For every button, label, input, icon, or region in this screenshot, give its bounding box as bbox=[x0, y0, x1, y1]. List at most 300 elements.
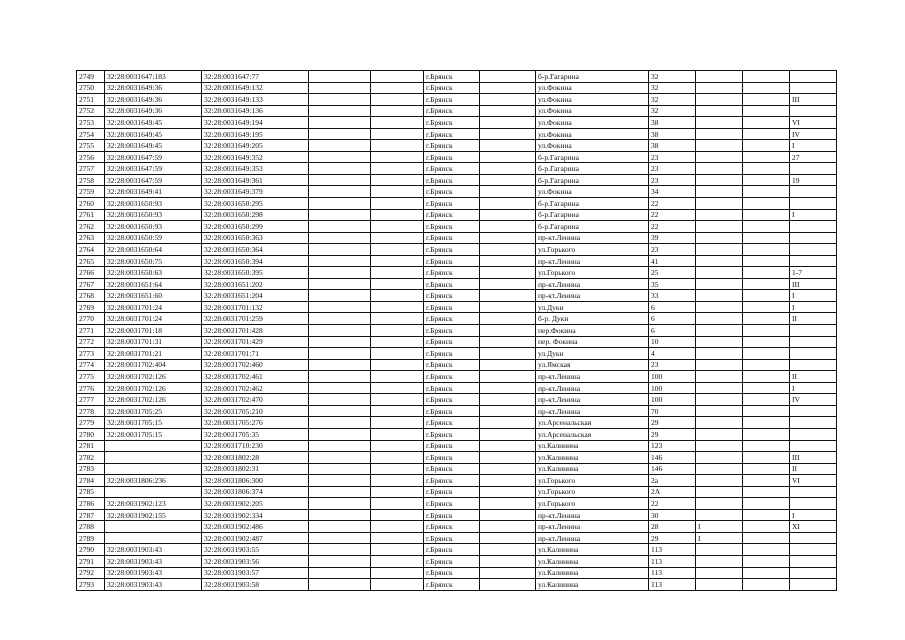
cell-num: 2788 bbox=[77, 521, 105, 533]
cell-sub: I bbox=[696, 532, 743, 544]
cell-e3 bbox=[480, 521, 536, 533]
cell-cad2: 32:28:0031705:35 bbox=[202, 428, 309, 440]
cell-cad2: 32:28:0031649:132 bbox=[202, 82, 309, 94]
cell-cad1: 32:28:0031647:59 bbox=[105, 174, 202, 186]
cell-e2 bbox=[371, 521, 424, 533]
cell-street: ул.Калинина bbox=[536, 544, 649, 556]
cell-e1 bbox=[309, 163, 371, 175]
cell-cad2: 32:28:0031710:230 bbox=[202, 440, 309, 452]
cell-num: 2793 bbox=[77, 579, 105, 591]
cell-sub bbox=[696, 94, 743, 106]
cell-num: 2757 bbox=[77, 163, 105, 175]
cell-num: 2777 bbox=[77, 394, 105, 406]
cell-sub bbox=[696, 209, 743, 221]
cell-e2 bbox=[371, 382, 424, 394]
table-row bbox=[77, 532, 837, 544]
table-row bbox=[77, 382, 837, 394]
table-row bbox=[77, 244, 837, 256]
cell-cad2: 32:28:0031649:379 bbox=[202, 186, 309, 198]
cell-house: 39 bbox=[649, 232, 696, 244]
cell-house: 4 bbox=[649, 348, 696, 360]
cell-cad2: 32:28:0031649:136 bbox=[202, 105, 309, 117]
cell-e4 bbox=[743, 463, 790, 475]
cell-cad1: 32:28:0031649:41 bbox=[105, 186, 202, 198]
cell-e3 bbox=[480, 359, 536, 371]
cell-cad1: 32:28:0031647:183 bbox=[105, 71, 202, 83]
cell-e1 bbox=[309, 498, 371, 510]
cell-e1 bbox=[309, 567, 371, 579]
cell-e1 bbox=[309, 325, 371, 337]
cell-house: 38 bbox=[649, 117, 696, 129]
cell-cad1: 32:28:0031651:64 bbox=[105, 278, 202, 290]
cell-city: г.Брянск bbox=[424, 509, 480, 521]
cell-unit: I bbox=[790, 509, 837, 521]
cell-cad1: 32:28:0031701:24 bbox=[105, 301, 202, 313]
cell-cad2: 32:28:0031649:194 bbox=[202, 117, 309, 129]
cell-cad2: 32:28:0031702:470 bbox=[202, 394, 309, 406]
cell-sub bbox=[696, 255, 743, 267]
cell-e2 bbox=[371, 278, 424, 290]
cell-street: ул.Калинина bbox=[536, 440, 649, 452]
table-row bbox=[77, 579, 837, 591]
table-row bbox=[77, 544, 837, 556]
cell-num: 2779 bbox=[77, 417, 105, 429]
cell-e2 bbox=[371, 463, 424, 475]
cell-e1 bbox=[309, 140, 371, 152]
table-row bbox=[77, 348, 837, 360]
cell-house: 100 bbox=[649, 382, 696, 394]
cell-e4 bbox=[743, 174, 790, 186]
cell-sub bbox=[696, 567, 743, 579]
cell-e2 bbox=[371, 128, 424, 140]
cell-house: 113 bbox=[649, 544, 696, 556]
cell-cad2: 32:28:0031806:300 bbox=[202, 475, 309, 487]
cell-sub bbox=[696, 140, 743, 152]
cell-cad1: 32:28:0031705:15 bbox=[105, 417, 202, 429]
cell-unit bbox=[790, 532, 837, 544]
cell-house: 25 bbox=[649, 267, 696, 279]
cell-num: 2772 bbox=[77, 336, 105, 348]
cell-house: 38 bbox=[649, 140, 696, 152]
table-row bbox=[77, 440, 837, 452]
cell-city: г.Брянск bbox=[424, 579, 480, 591]
cell-num: 2766 bbox=[77, 267, 105, 279]
cell-unit: I bbox=[790, 290, 837, 302]
cell-unit bbox=[790, 336, 837, 348]
cell-house: 23 bbox=[649, 163, 696, 175]
table-row bbox=[77, 232, 837, 244]
cell-unit bbox=[790, 82, 837, 94]
cell-unit: I bbox=[790, 140, 837, 152]
cell-e4 bbox=[743, 267, 790, 279]
cell-cad1: 32:28:0031701:31 bbox=[105, 336, 202, 348]
cell-e2 bbox=[371, 394, 424, 406]
cell-house: 38 bbox=[649, 128, 696, 140]
cell-cad2: 32:28:0031650:363 bbox=[202, 232, 309, 244]
cell-cad1: 32:28:0031702:126 bbox=[105, 371, 202, 383]
cell-city: г.Брянск bbox=[424, 555, 480, 567]
cell-e4 bbox=[743, 428, 790, 440]
cell-street: пр-кт.Ленина bbox=[536, 255, 649, 267]
cell-street: ул.Горького bbox=[536, 498, 649, 510]
cell-street: ул.Фокина bbox=[536, 186, 649, 198]
cell-e4 bbox=[743, 336, 790, 348]
cell-unit bbox=[790, 359, 837, 371]
cell-e1 bbox=[309, 117, 371, 129]
table-row bbox=[77, 521, 837, 533]
cell-unit bbox=[790, 244, 837, 256]
cell-city: г.Брянск bbox=[424, 278, 480, 290]
cell-cad1 bbox=[105, 521, 202, 533]
cell-cad1: 32:28:0031705:15 bbox=[105, 428, 202, 440]
cell-sub bbox=[696, 325, 743, 337]
cell-cad1: 32:28:0031902:123 bbox=[105, 498, 202, 510]
cell-e1 bbox=[309, 382, 371, 394]
cell-cad1: 32:28:0031903:43 bbox=[105, 544, 202, 556]
cell-unit: I bbox=[790, 301, 837, 313]
cell-e2 bbox=[371, 232, 424, 244]
cell-house: 22 bbox=[649, 209, 696, 221]
cell-sub bbox=[696, 486, 743, 498]
cell-city: г.Брянск bbox=[424, 336, 480, 348]
cell-e3 bbox=[480, 452, 536, 464]
cell-cad1: 32:28:0031701:21 bbox=[105, 348, 202, 360]
table-row bbox=[77, 498, 837, 510]
table-row bbox=[77, 209, 837, 221]
cell-cad1: 32:28:0031702:126 bbox=[105, 394, 202, 406]
cell-e4 bbox=[743, 532, 790, 544]
cell-e2 bbox=[371, 532, 424, 544]
cell-sub bbox=[696, 336, 743, 348]
table-row bbox=[77, 71, 837, 83]
cell-e2 bbox=[371, 140, 424, 152]
cell-sub bbox=[696, 128, 743, 140]
cell-num: 2751 bbox=[77, 94, 105, 106]
cell-e1 bbox=[309, 486, 371, 498]
cell-street: ул.Горького bbox=[536, 475, 649, 487]
cell-e1 bbox=[309, 405, 371, 417]
cell-e3 bbox=[480, 405, 536, 417]
cell-street: б-р.Гагарина bbox=[536, 163, 649, 175]
cell-e1 bbox=[309, 244, 371, 256]
cell-city: г.Брянск bbox=[424, 394, 480, 406]
cell-e4 bbox=[743, 128, 790, 140]
table-row bbox=[77, 371, 837, 383]
cell-num: 2755 bbox=[77, 140, 105, 152]
cell-e2 bbox=[371, 486, 424, 498]
cell-cad2: 32:28:0031650:299 bbox=[202, 221, 309, 233]
cell-e4 bbox=[743, 278, 790, 290]
cell-e4 bbox=[743, 313, 790, 325]
cell-sub bbox=[696, 278, 743, 290]
cell-cad2: 32:28:0031650:394 bbox=[202, 255, 309, 267]
cell-e2 bbox=[371, 267, 424, 279]
cell-e1 bbox=[309, 428, 371, 440]
cell-city: г.Брянск bbox=[424, 186, 480, 198]
cell-house: 28 bbox=[649, 521, 696, 533]
cell-e1 bbox=[309, 417, 371, 429]
cell-street: б-р.Гагарина bbox=[536, 198, 649, 210]
cell-house: 32 bbox=[649, 94, 696, 106]
cell-street: пр-кт.Ленина bbox=[536, 278, 649, 290]
cell-city: г.Брянск bbox=[424, 174, 480, 186]
cell-e4 bbox=[743, 255, 790, 267]
cell-house: 113 bbox=[649, 555, 696, 567]
cell-unit: 1-7 bbox=[790, 267, 837, 279]
cell-sub bbox=[696, 498, 743, 510]
cell-street: ул.Калинина bbox=[536, 463, 649, 475]
cell-city: г.Брянск bbox=[424, 325, 480, 337]
cell-city: г.Брянск bbox=[424, 301, 480, 313]
cell-e1 bbox=[309, 359, 371, 371]
cell-num: 2774 bbox=[77, 359, 105, 371]
cell-city: г.Брянск bbox=[424, 405, 480, 417]
cell-cad2: 32:28:0031701:132 bbox=[202, 301, 309, 313]
cell-street: ул.Арсенальская bbox=[536, 428, 649, 440]
table-row bbox=[77, 255, 837, 267]
cell-e1 bbox=[309, 221, 371, 233]
table-row bbox=[77, 140, 837, 152]
cell-cad2: 32:28:0031903:55 bbox=[202, 544, 309, 556]
cell-e1 bbox=[309, 267, 371, 279]
cell-unit: 27 bbox=[790, 151, 837, 163]
cell-sub bbox=[696, 555, 743, 567]
cell-city: г.Брянск bbox=[424, 105, 480, 117]
cell-house: 23 bbox=[649, 244, 696, 256]
cell-num: 2762 bbox=[77, 221, 105, 233]
cell-sub bbox=[696, 198, 743, 210]
cell-num: 2749 bbox=[77, 71, 105, 83]
cell-e1 bbox=[309, 440, 371, 452]
cell-street: б-р.Гагарина bbox=[536, 209, 649, 221]
cell-house: 32 bbox=[649, 82, 696, 94]
cell-e2 bbox=[371, 440, 424, 452]
cell-e1 bbox=[309, 278, 371, 290]
cell-unit bbox=[790, 232, 837, 244]
cell-house: 23 bbox=[649, 174, 696, 186]
cell-e2 bbox=[371, 428, 424, 440]
cell-e4 bbox=[743, 209, 790, 221]
cell-e2 bbox=[371, 325, 424, 337]
cell-cad1: 32:28:0031903:43 bbox=[105, 555, 202, 567]
table-row bbox=[77, 463, 837, 475]
cell-cad1 bbox=[105, 486, 202, 498]
table-row bbox=[77, 313, 837, 325]
cell-street: б-р.Гагарина bbox=[536, 151, 649, 163]
cell-cad2: 32:28:0031649:133 bbox=[202, 94, 309, 106]
cell-num: 2765 bbox=[77, 255, 105, 267]
cell-sub bbox=[696, 244, 743, 256]
cell-cad1: 32:28:0031650:93 bbox=[105, 209, 202, 221]
cell-unit: VI bbox=[790, 475, 837, 487]
cell-num: 2791 bbox=[77, 555, 105, 567]
cell-unit: I bbox=[790, 382, 837, 394]
cell-e2 bbox=[371, 475, 424, 487]
cell-e1 bbox=[309, 452, 371, 464]
cell-unit: II bbox=[790, 371, 837, 383]
cell-num: 2775 bbox=[77, 371, 105, 383]
cell-cad1 bbox=[105, 463, 202, 475]
cell-unit bbox=[790, 348, 837, 360]
cell-e4 bbox=[743, 163, 790, 175]
cell-unit: 19 bbox=[790, 174, 837, 186]
cell-e2 bbox=[371, 509, 424, 521]
cell-street: б-р.Гагарина bbox=[536, 221, 649, 233]
cell-unit: IV bbox=[790, 128, 837, 140]
cell-city: г.Брянск bbox=[424, 267, 480, 279]
cell-city: г.Брянск bbox=[424, 163, 480, 175]
table-row bbox=[77, 301, 837, 313]
cell-num: 2789 bbox=[77, 532, 105, 544]
cell-house: 29 bbox=[649, 417, 696, 429]
cell-city: г.Брянск bbox=[424, 521, 480, 533]
cell-e3 bbox=[480, 140, 536, 152]
cell-e1 bbox=[309, 290, 371, 302]
cell-e4 bbox=[743, 498, 790, 510]
cell-sub bbox=[696, 151, 743, 163]
cell-street: пр-кт.Ленина bbox=[536, 509, 649, 521]
cell-e3 bbox=[480, 348, 536, 360]
cell-num: 2782 bbox=[77, 452, 105, 464]
cell-e2 bbox=[371, 417, 424, 429]
cell-num: 2770 bbox=[77, 313, 105, 325]
cell-e3 bbox=[480, 278, 536, 290]
cell-street: ул.Фокина bbox=[536, 128, 649, 140]
cell-e4 bbox=[743, 232, 790, 244]
cell-unit bbox=[790, 405, 837, 417]
cell-e3 bbox=[480, 163, 536, 175]
cell-cad1: 32:28:0031650:63 bbox=[105, 267, 202, 279]
cell-house: 41 bbox=[649, 255, 696, 267]
cell-cad1: 32:28:0031702:126 bbox=[105, 382, 202, 394]
cell-house: 23 bbox=[649, 151, 696, 163]
cell-e2 bbox=[371, 359, 424, 371]
cell-cad2: 32:28:0031902:487 bbox=[202, 532, 309, 544]
cell-cad1: 32:28:0031701:18 bbox=[105, 325, 202, 337]
cell-e3 bbox=[480, 255, 536, 267]
cell-num: 2771 bbox=[77, 325, 105, 337]
cell-e3 bbox=[480, 428, 536, 440]
cell-e3 bbox=[480, 174, 536, 186]
table-row bbox=[77, 94, 837, 106]
cell-sub bbox=[696, 382, 743, 394]
cell-cad1: 32:28:0031701:24 bbox=[105, 313, 202, 325]
cell-city: г.Брянск bbox=[424, 417, 480, 429]
cell-cad2: 32:28:0031705:210 bbox=[202, 405, 309, 417]
cell-e1 bbox=[309, 301, 371, 313]
cell-e3 bbox=[480, 117, 536, 129]
cell-e3 bbox=[480, 267, 536, 279]
cell-street: ул.Дуки bbox=[536, 301, 649, 313]
cell-city: г.Брянск bbox=[424, 140, 480, 152]
cell-city: г.Брянск bbox=[424, 290, 480, 302]
cell-cad2: 32:28:0031702:460 bbox=[202, 359, 309, 371]
cell-unit bbox=[790, 221, 837, 233]
cell-street: ул.Фокина bbox=[536, 82, 649, 94]
cell-city: г.Брянск bbox=[424, 221, 480, 233]
cell-num: 2776 bbox=[77, 382, 105, 394]
cell-cad2: 32:28:0031806:374 bbox=[202, 486, 309, 498]
cell-e2 bbox=[371, 567, 424, 579]
cell-e2 bbox=[371, 371, 424, 383]
cell-e3 bbox=[480, 486, 536, 498]
cell-e3 bbox=[480, 71, 536, 83]
cell-unit: II bbox=[790, 463, 837, 475]
cell-unit bbox=[790, 105, 837, 117]
cell-e2 bbox=[371, 313, 424, 325]
cell-city: г.Брянск bbox=[424, 244, 480, 256]
cell-unit bbox=[790, 498, 837, 510]
cell-street: ул.Горького bbox=[536, 486, 649, 498]
table-row bbox=[77, 221, 837, 233]
cell-e1 bbox=[309, 105, 371, 117]
cell-unit bbox=[790, 486, 837, 498]
cell-house: 100 bbox=[649, 394, 696, 406]
cell-house: 100 bbox=[649, 371, 696, 383]
cell-e4 bbox=[743, 544, 790, 556]
cell-e4 bbox=[743, 71, 790, 83]
cell-sub bbox=[696, 440, 743, 452]
cell-e1 bbox=[309, 94, 371, 106]
cell-city: г.Брянск bbox=[424, 94, 480, 106]
cell-e4 bbox=[743, 371, 790, 383]
cell-cad2: 32:28:0031701:259 bbox=[202, 313, 309, 325]
cell-street: пр-кт.Ленина bbox=[536, 382, 649, 394]
cell-cad2: 32:28:0031701:429 bbox=[202, 336, 309, 348]
cell-house: 6 bbox=[649, 325, 696, 337]
cell-city: г.Брянск bbox=[424, 117, 480, 129]
cell-sub bbox=[696, 509, 743, 521]
cell-city: г.Брянск bbox=[424, 452, 480, 464]
cell-num: 2753 bbox=[77, 117, 105, 129]
cell-e2 bbox=[371, 105, 424, 117]
cell-e3 bbox=[480, 463, 536, 475]
cell-sub bbox=[696, 186, 743, 198]
cell-sub bbox=[696, 475, 743, 487]
cell-street: пр-кт.Ленина bbox=[536, 394, 649, 406]
cell-unit: XI bbox=[790, 521, 837, 533]
cell-cad1: 32:28:0031650:93 bbox=[105, 221, 202, 233]
cell-e4 bbox=[743, 452, 790, 464]
cell-city: г.Брянск bbox=[424, 475, 480, 487]
cell-e3 bbox=[480, 94, 536, 106]
table-row bbox=[77, 509, 837, 521]
cell-e3 bbox=[480, 290, 536, 302]
cell-e2 bbox=[371, 163, 424, 175]
cell-e4 bbox=[743, 382, 790, 394]
cell-unit bbox=[790, 555, 837, 567]
cell-sub bbox=[696, 82, 743, 94]
cell-city: г.Брянск bbox=[424, 486, 480, 498]
cell-street: ул.Арсенальская bbox=[536, 417, 649, 429]
cell-house: 33 bbox=[649, 290, 696, 302]
cell-e2 bbox=[371, 71, 424, 83]
cell-num: 2778 bbox=[77, 405, 105, 417]
cell-e1 bbox=[309, 255, 371, 267]
cell-house: 22 bbox=[649, 498, 696, 510]
cell-e4 bbox=[743, 94, 790, 106]
cell-sub bbox=[696, 163, 743, 175]
cell-street: ул.Фокина bbox=[536, 140, 649, 152]
cell-e3 bbox=[480, 498, 536, 510]
cell-cad1 bbox=[105, 532, 202, 544]
cell-cad1: 32:28:0031902:155 bbox=[105, 509, 202, 521]
cell-sub bbox=[696, 405, 743, 417]
cell-e4 bbox=[743, 521, 790, 533]
cell-street: ул.Фокина bbox=[536, 105, 649, 117]
cell-e4 bbox=[743, 221, 790, 233]
cell-e3 bbox=[480, 128, 536, 140]
